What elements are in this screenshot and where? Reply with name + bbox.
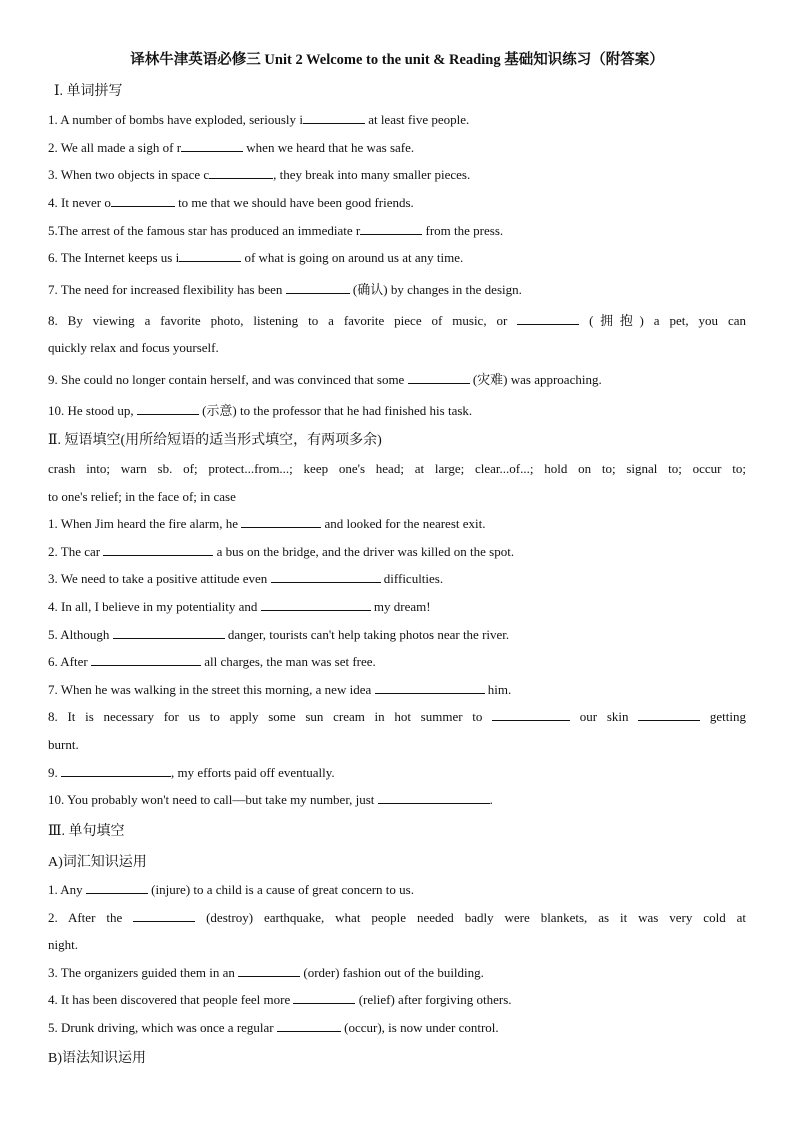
- s1-question-10: 10. He stood up, (示意) to the professor that he had finished his task.: [48, 403, 473, 418]
- hint-letter: o: [104, 195, 111, 210]
- s3-question-2: 2. After the (destroy) earthquake, what people needed badly were blankets, as it was very cold at: [48, 910, 747, 925]
- s1-question-4: 4. It never o to me that we should have been good friends.: [48, 195, 414, 210]
- s1-question-8-continued: quickly relax and focus yourself.: [48, 340, 219, 355]
- section-3-heading: Ⅲ. 单句填空: [48, 824, 125, 839]
- answer-blank[interactable]: [103, 544, 213, 556]
- section-2-heading: Ⅱ. 短语填空(用所给短语的适当形式填空，有两项多余): [48, 433, 382, 448]
- s2-question-7: 7. When he was walking in the street this morning, a new idea him.: [48, 682, 512, 697]
- phrase-bank-line-2: to one's relief; in the face of; in case: [48, 489, 236, 504]
- s2-question-8-continued: burnt.: [48, 737, 79, 752]
- s1-question-5: 5.The arrest of the famous star has produced an immediate r from the press.: [48, 223, 504, 238]
- section-3b-heading: B)语法知识运用: [48, 1051, 146, 1066]
- answer-blank[interactable]: [375, 682, 485, 694]
- section-3a-heading: A)词汇知识运用: [48, 855, 147, 870]
- answer-blank[interactable]: [133, 910, 195, 922]
- s1-question-7: 7. The need for increased flexibility has been (确认) by changes in the design.: [48, 282, 522, 297]
- answer-blank[interactable]: [238, 965, 300, 977]
- answer-blank[interactable]: [61, 765, 171, 777]
- phrase-bank-line-1: crash into; warn sb. of; protect...from...; keep one's head; at large; clear...of...; hold on to; signal to; occur to;: [48, 461, 746, 476]
- answer-blank[interactable]: [113, 627, 225, 639]
- s2-question-9: 9. , my efforts paid off eventually.: [48, 765, 335, 780]
- hint-letter: r: [176, 140, 182, 155]
- s1-question-2: 2. We all made a sigh of r when we heard that he was safe.: [48, 140, 415, 155]
- s3-question-1: 1. Any (injure) to a child is a cause of great concern to us.: [48, 882, 414, 897]
- answer-blank[interactable]: [303, 112, 365, 124]
- s1-question-6: 6. The Internet keeps us i of what is going on around us at any time.: [48, 250, 464, 265]
- s3-question-5: 5. Drunk driving, which was once a regular (occur), is now under control.: [48, 1020, 499, 1035]
- s2-question-1: 1. When Jim heard the fire alarm, he and looked for the nearest exit.: [48, 516, 486, 531]
- s3-question-2-continued: night.: [48, 937, 78, 952]
- s3-question-4: 4. It has been discovered that people feel more (relief) after forgiving others.: [48, 992, 512, 1007]
- s2-question-3: 3. We need to take a positive attitude even difficulties.: [48, 571, 444, 586]
- answer-blank[interactable]: [408, 372, 470, 384]
- s2-question-10: 10. You probably won't need to call—but take my number, just .: [48, 792, 493, 807]
- hint-letter: i: [175, 250, 180, 265]
- answer-blank[interactable]: [241, 516, 321, 528]
- s2-question-8: 8. It is necessary for us to apply some sun cream in hot summer to our skin getting: [48, 709, 747, 724]
- answer-blank[interactable]: [91, 654, 201, 666]
- s2-question-2: 2. The car a bus on the bridge, and the driver was killed on the spot.: [48, 544, 515, 559]
- answer-blank[interactable]: [360, 223, 422, 235]
- s1-question-1: 1. A number of bombs have exploded, seriously i at least five people.: [48, 112, 470, 127]
- page-title: 译林牛津英语必修三 Unit 2 Welcome to the unit & Reading 基础知识练习（附答案）: [130, 52, 664, 68]
- answer-blank[interactable]: [277, 1020, 341, 1032]
- answer-blank[interactable]: [261, 599, 371, 611]
- answer-blank[interactable]: [492, 709, 570, 721]
- answer-blank[interactable]: [86, 882, 148, 894]
- hint-letter: c: [203, 167, 210, 182]
- s2-question-6: 6. After all charges, the man was set free.: [48, 654, 376, 669]
- answer-blank[interactable]: [378, 792, 490, 804]
- s2-question-5: 5. Although danger, tourists can't help taking photos near the river.: [48, 627, 510, 642]
- answer-blank[interactable]: [286, 282, 350, 294]
- answer-blank[interactable]: [209, 167, 273, 179]
- s1-question-8: 8. By viewing a favorite photo, listening to a favorite piece of music, or (拥抱) a pet, you can: [48, 313, 746, 328]
- s2-question-4: 4. In all, I believe in my potentiality and my dream!: [48, 599, 431, 614]
- s1-question-3: 3. When two objects in space c , they break into many smaller pieces.: [48, 167, 471, 182]
- answer-blank[interactable]: [179, 250, 241, 262]
- answer-blank[interactable]: [137, 403, 199, 415]
- answer-blank[interactable]: [111, 195, 175, 207]
- answer-blank[interactable]: [517, 313, 579, 325]
- answer-blank[interactable]: [271, 571, 381, 583]
- section-1-heading: Ⅰ. 单词拼写: [54, 84, 123, 99]
- answer-blank[interactable]: [181, 140, 243, 152]
- s3-question-3: 3. The organizers guided them in an (order) fashion out of the building.: [48, 965, 484, 980]
- s1-question-9: 9. She could no longer contain herself, and was convinced that some (灾难) was approaching.: [48, 372, 602, 387]
- answer-blank[interactable]: [293, 992, 355, 1004]
- hint-letter: i: [299, 112, 303, 127]
- answer-blank[interactable]: [638, 709, 700, 721]
- hint-letter: r: [355, 223, 361, 238]
